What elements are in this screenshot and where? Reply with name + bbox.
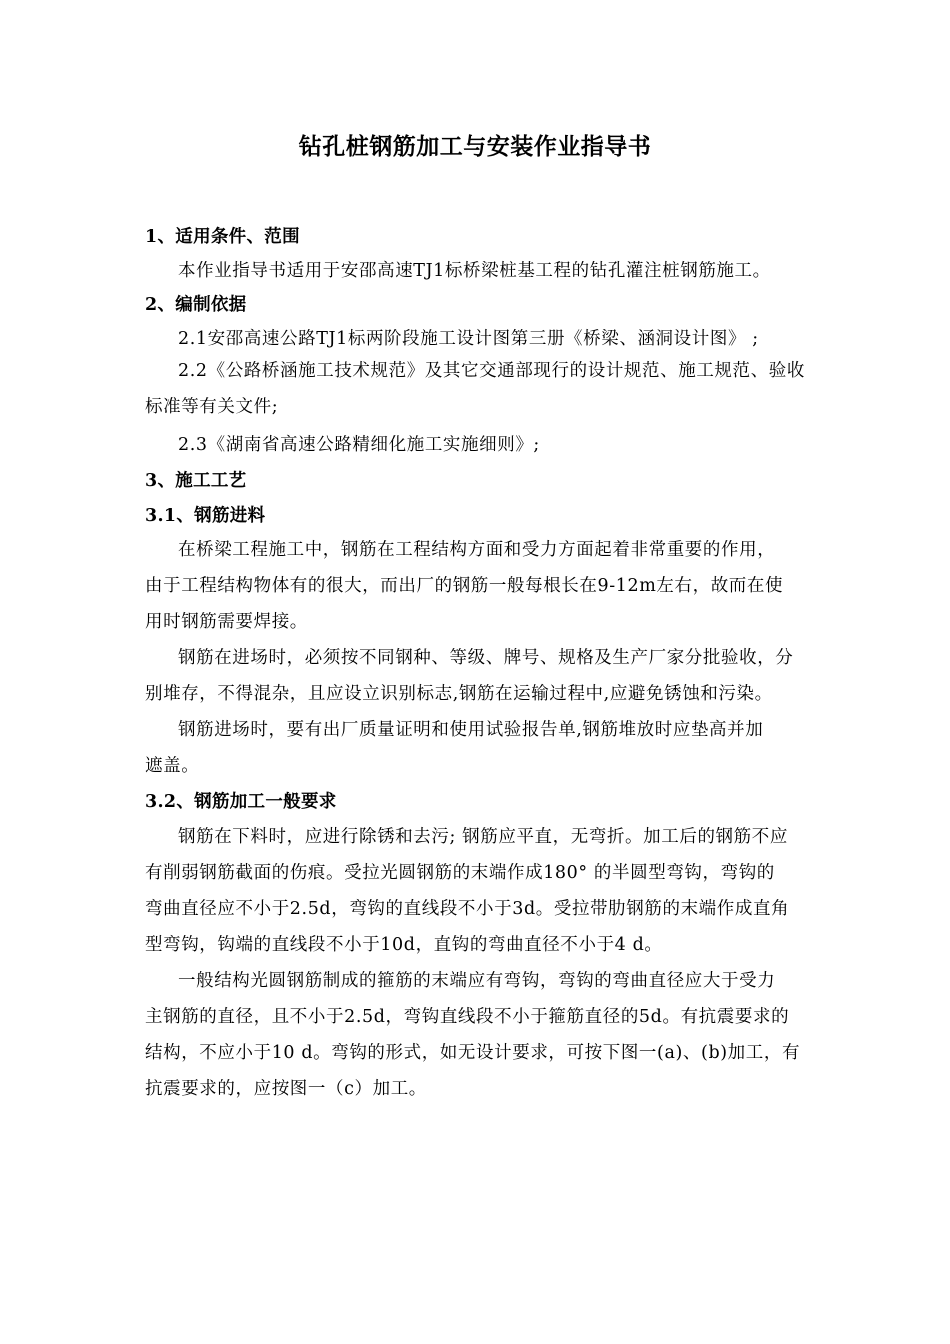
paragraph-line: 钢筋在进场时，必须按不同钢种、等级、牌号、规格及生产厂家分批验收，分	[178, 648, 794, 668]
paragraph-line: 2.2《公路桥涵施工技术规范》及其它交通部现行的设计规范、施工规范、验收	[178, 361, 805, 381]
paragraph-line: 别堆存，不得混杂，且应设立识别标志,钢筋在运输过程中,应避免锈蚀和污染。	[145, 684, 773, 704]
paragraph-line: 由于工程结构物体有的很大，而出厂的钢筋一般每根长在9-12m左右，故而在使	[145, 576, 784, 596]
section-heading-3: 3、施工工艺	[145, 471, 247, 491]
paragraph-line: 一般结构光圆钢筋制成的箍筋的末端应有弯钩，弯钩的弯曲直径应大于受力	[178, 971, 776, 991]
paragraph-line: 弯曲直径应不小于2.5d，弯钩的直线段不小于3d。受拉带肋钢筋的末端作成直角	[145, 899, 790, 919]
paragraph-line: 遮盖。	[145, 756, 200, 776]
subsection-heading-3-1: 3.1、钢筋进料	[145, 506, 266, 526]
paragraph-line: 2.1安邵高速公路TJ1标两阶段施工设计图第三册《桥梁、涵洞设计图》 ;	[178, 329, 759, 349]
paragraph-line: 2.3《湖南省高速公路精细化施工实施细则》;	[178, 435, 540, 455]
paragraph-line: 标准等有关文件;	[145, 397, 279, 417]
paragraph-line: 用时钢筋需要焊接。	[145, 612, 308, 632]
section-heading-1: 1、适用条件、范围	[145, 227, 300, 247]
paragraph-line: 有削弱钢筋截面的伤痕。受拉光圆钢筋的末端作成180° 的半圆型弯钩，弯钩的	[145, 863, 775, 883]
paragraph-line: 主钢筋的直径，且不小于2.5d，弯钩直线段不小于箍筋直径的5d。有抗震要求的	[145, 1007, 790, 1027]
paragraph-line: 型弯钩，钩端的直线段不小于10d，直钩的弯曲直径不小于4 d。	[145, 935, 663, 955]
paragraph-line: 抗震要求的，应按图一（c）加工。	[145, 1079, 427, 1099]
section-heading-2: 2、编制依据	[145, 295, 247, 315]
page-title: 钻孔桩钢筋加工与安装作业指导书	[298, 133, 652, 160]
paragraph-line: 钢筋进场时，要有出厂质量证明和使用试验报告单,钢筋堆放时应垫高并加	[178, 720, 764, 740]
paragraph-line: 钢筋在下料时，应进行除锈和去污; 钢筋应平直，无弯折。加工后的钢筋不应	[178, 827, 788, 847]
subsection-heading-3-2: 3.2、钢筋加工一般要求	[145, 792, 337, 812]
paragraph-line: 在桥梁工程施工中，钢筋在工程结构方面和受力方面起着非常重要的作用，	[178, 540, 776, 560]
paragraph-line: 结构，不应小于10 d。弯钩的形式，如无设计要求，可按下图一(a)、(b)加工，有	[145, 1043, 801, 1063]
paragraph-line: 本作业指导书适用于安邵高速TJ1标桥梁桩基工程的钻孔灌注桩钢筋施工。	[178, 261, 771, 281]
